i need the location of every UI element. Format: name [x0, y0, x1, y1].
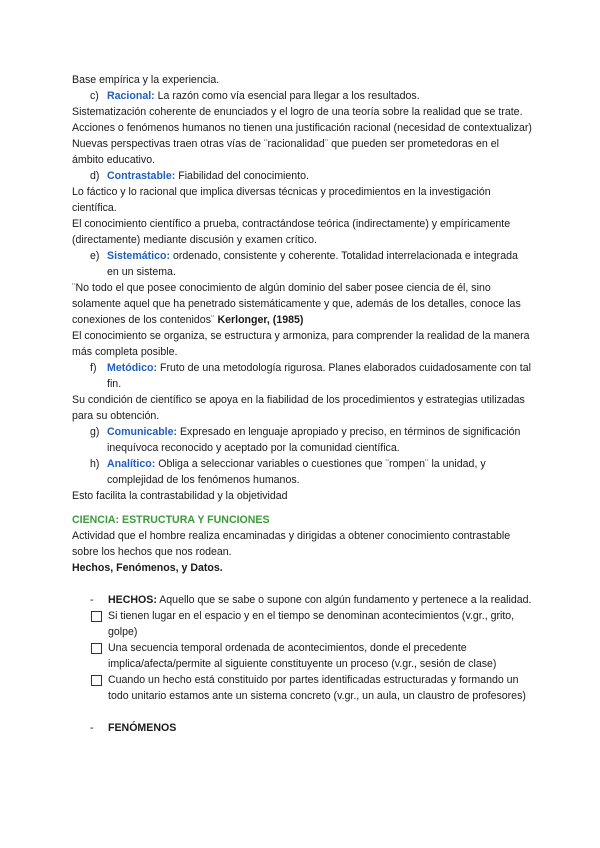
- list-marker: g): [90, 426, 100, 438]
- checkbox-item: [72, 608, 532, 640]
- section-heading: CIENCIA: ESTRUCTURA Y FUNCIONES: [72, 514, 270, 526]
- citation: Kerlonger, (1985): [217, 314, 304, 326]
- paragraph: El conocimiento científico a prueba, contractándose teórica (indirectamente) y empíricamente (directamente) mediante discusión y examen crítico.: [72, 218, 511, 246]
- list-marker: d): [90, 170, 100, 182]
- subheading: Hechos, Fenómenos, y Datos.: [72, 562, 223, 574]
- list-item-comunicable: [72, 424, 532, 456]
- list-item-analitico: [72, 456, 532, 488]
- dash-marker: -: [90, 722, 94, 734]
- list-marker: f): [90, 362, 97, 374]
- quote-paragraph: [72, 280, 532, 328]
- checkbox[interactable]: [91, 611, 102, 622]
- definition: Fruto de una metodología rigurosa. Planes elaborados cuidadosamente con tal fin.: [107, 362, 531, 390]
- term-racional: Racional:: [107, 90, 155, 102]
- term-analitico: Analítico:: [107, 458, 156, 470]
- checkbox[interactable]: [91, 643, 102, 654]
- checkbox-label: Cuando un hecho está constituido por partes identificadas estructuradas y formando un todo unitario estamos ante un sistema concreto (v.gr., un aula, un claustro de profesores): [108, 674, 526, 702]
- paragraph: Nuevas perspectivas traen otras vías de ¨racionalidad¨ que pueden ser prometedoras en el ámbito educativo.: [72, 138, 499, 166]
- definition: ordenado, consistente y coherente. Totalidad interrelacionada e integrada en un sistema.: [107, 250, 518, 278]
- list-item-sistematico: [72, 248, 532, 280]
- dash-item-hechos: [72, 592, 532, 608]
- text-block-characteristics: [72, 72, 532, 504]
- dash-item-fenomenos: [72, 720, 532, 736]
- definition: Fiabilidad del conocimiento.: [175, 170, 309, 182]
- list-item-contrastable: [72, 168, 532, 184]
- definition: Expresado en lenguaje apropiado y preciso, en términos de significación inequívoca reconocido y aceptado por la comunidad científica.: [107, 426, 521, 454]
- list-item-metodico: [72, 360, 532, 392]
- paragraph: Acciones o fenómenos humanos no tienen una justificación racional (necesidad de contextualizar): [72, 122, 532, 134]
- paragraph: Base empírica y la experiencia.: [72, 74, 220, 86]
- definition: Obliga a seleccionar variables o cuestiones que ¨rompen¨ la unidad, y complejidad de los fenómenos humanos.: [107, 458, 486, 486]
- checkbox-label: Una secuencia temporal ordenada de acontecimientos, donde el precedente implica/afecta/permite al siguiente constituyente un proceso (v.gr., sesión de clase): [108, 642, 497, 670]
- definition: La razón como vía esencial para llegar a los resultados.: [154, 90, 420, 102]
- checkbox[interactable]: [91, 675, 102, 686]
- paragraph: Lo fáctico y lo racional que implica diversas técnicas y procedimientos en la investigación científica.: [72, 186, 491, 214]
- checkbox-label: Si tienen lugar en el espacio y en el tiempo se denominan acontecimientos (v.gr., grito, golpe): [108, 610, 515, 638]
- term-sistematico: Sistemático:: [107, 250, 170, 262]
- paragraph: Esto facilita la contrastabilidad y la objetividad: [72, 490, 288, 502]
- definition: Aquello que se sabe o supone con algún fundamento y pertenece a la realidad.: [156, 594, 532, 606]
- section-intro: Actividad que el hombre realiza encaminadas y dirigidas a obtener conocimiento contrastable sobre los hechos que nos rodean.: [72, 530, 511, 558]
- list-marker: e): [90, 250, 100, 262]
- list-item-racional: [72, 88, 532, 104]
- list-marker: h): [90, 458, 100, 470]
- quote-text: ¨No todo el que posee conocimiento de algún dominio del saber posee ciencia de él, sino solamente aquel que ha penetrado sistemáticamente y que, además de los detalles, conoce las conexiones de los contenidos¨: [72, 282, 521, 326]
- term-comunicable: Comunicable:: [107, 426, 178, 438]
- paragraph: El conocimiento se organiza, se estructura y armoniza, para comprender la realidad de la manera más completa posible.: [72, 330, 530, 358]
- checkbox-item: [72, 672, 532, 704]
- section-ciencia: [72, 512, 532, 736]
- term-hechos: HECHOS:: [108, 594, 157, 606]
- list-marker: c): [90, 90, 99, 102]
- checkbox-item: [72, 640, 532, 672]
- term-fenomenos: FENÓMENOS: [108, 722, 177, 734]
- dash-marker: -: [90, 594, 94, 606]
- paragraph: Sistematización coherente de enunciados y el logro de una teoría sobre la realidad que se trate.: [72, 106, 523, 118]
- paragraph: Su condición de científico se apoya en la fiabilidad de los procedimientos y estrategias utilizadas para su obtención.: [72, 394, 525, 422]
- term-contrastable: Contrastable:: [107, 170, 176, 182]
- term-metodico: Metódico:: [107, 362, 158, 374]
